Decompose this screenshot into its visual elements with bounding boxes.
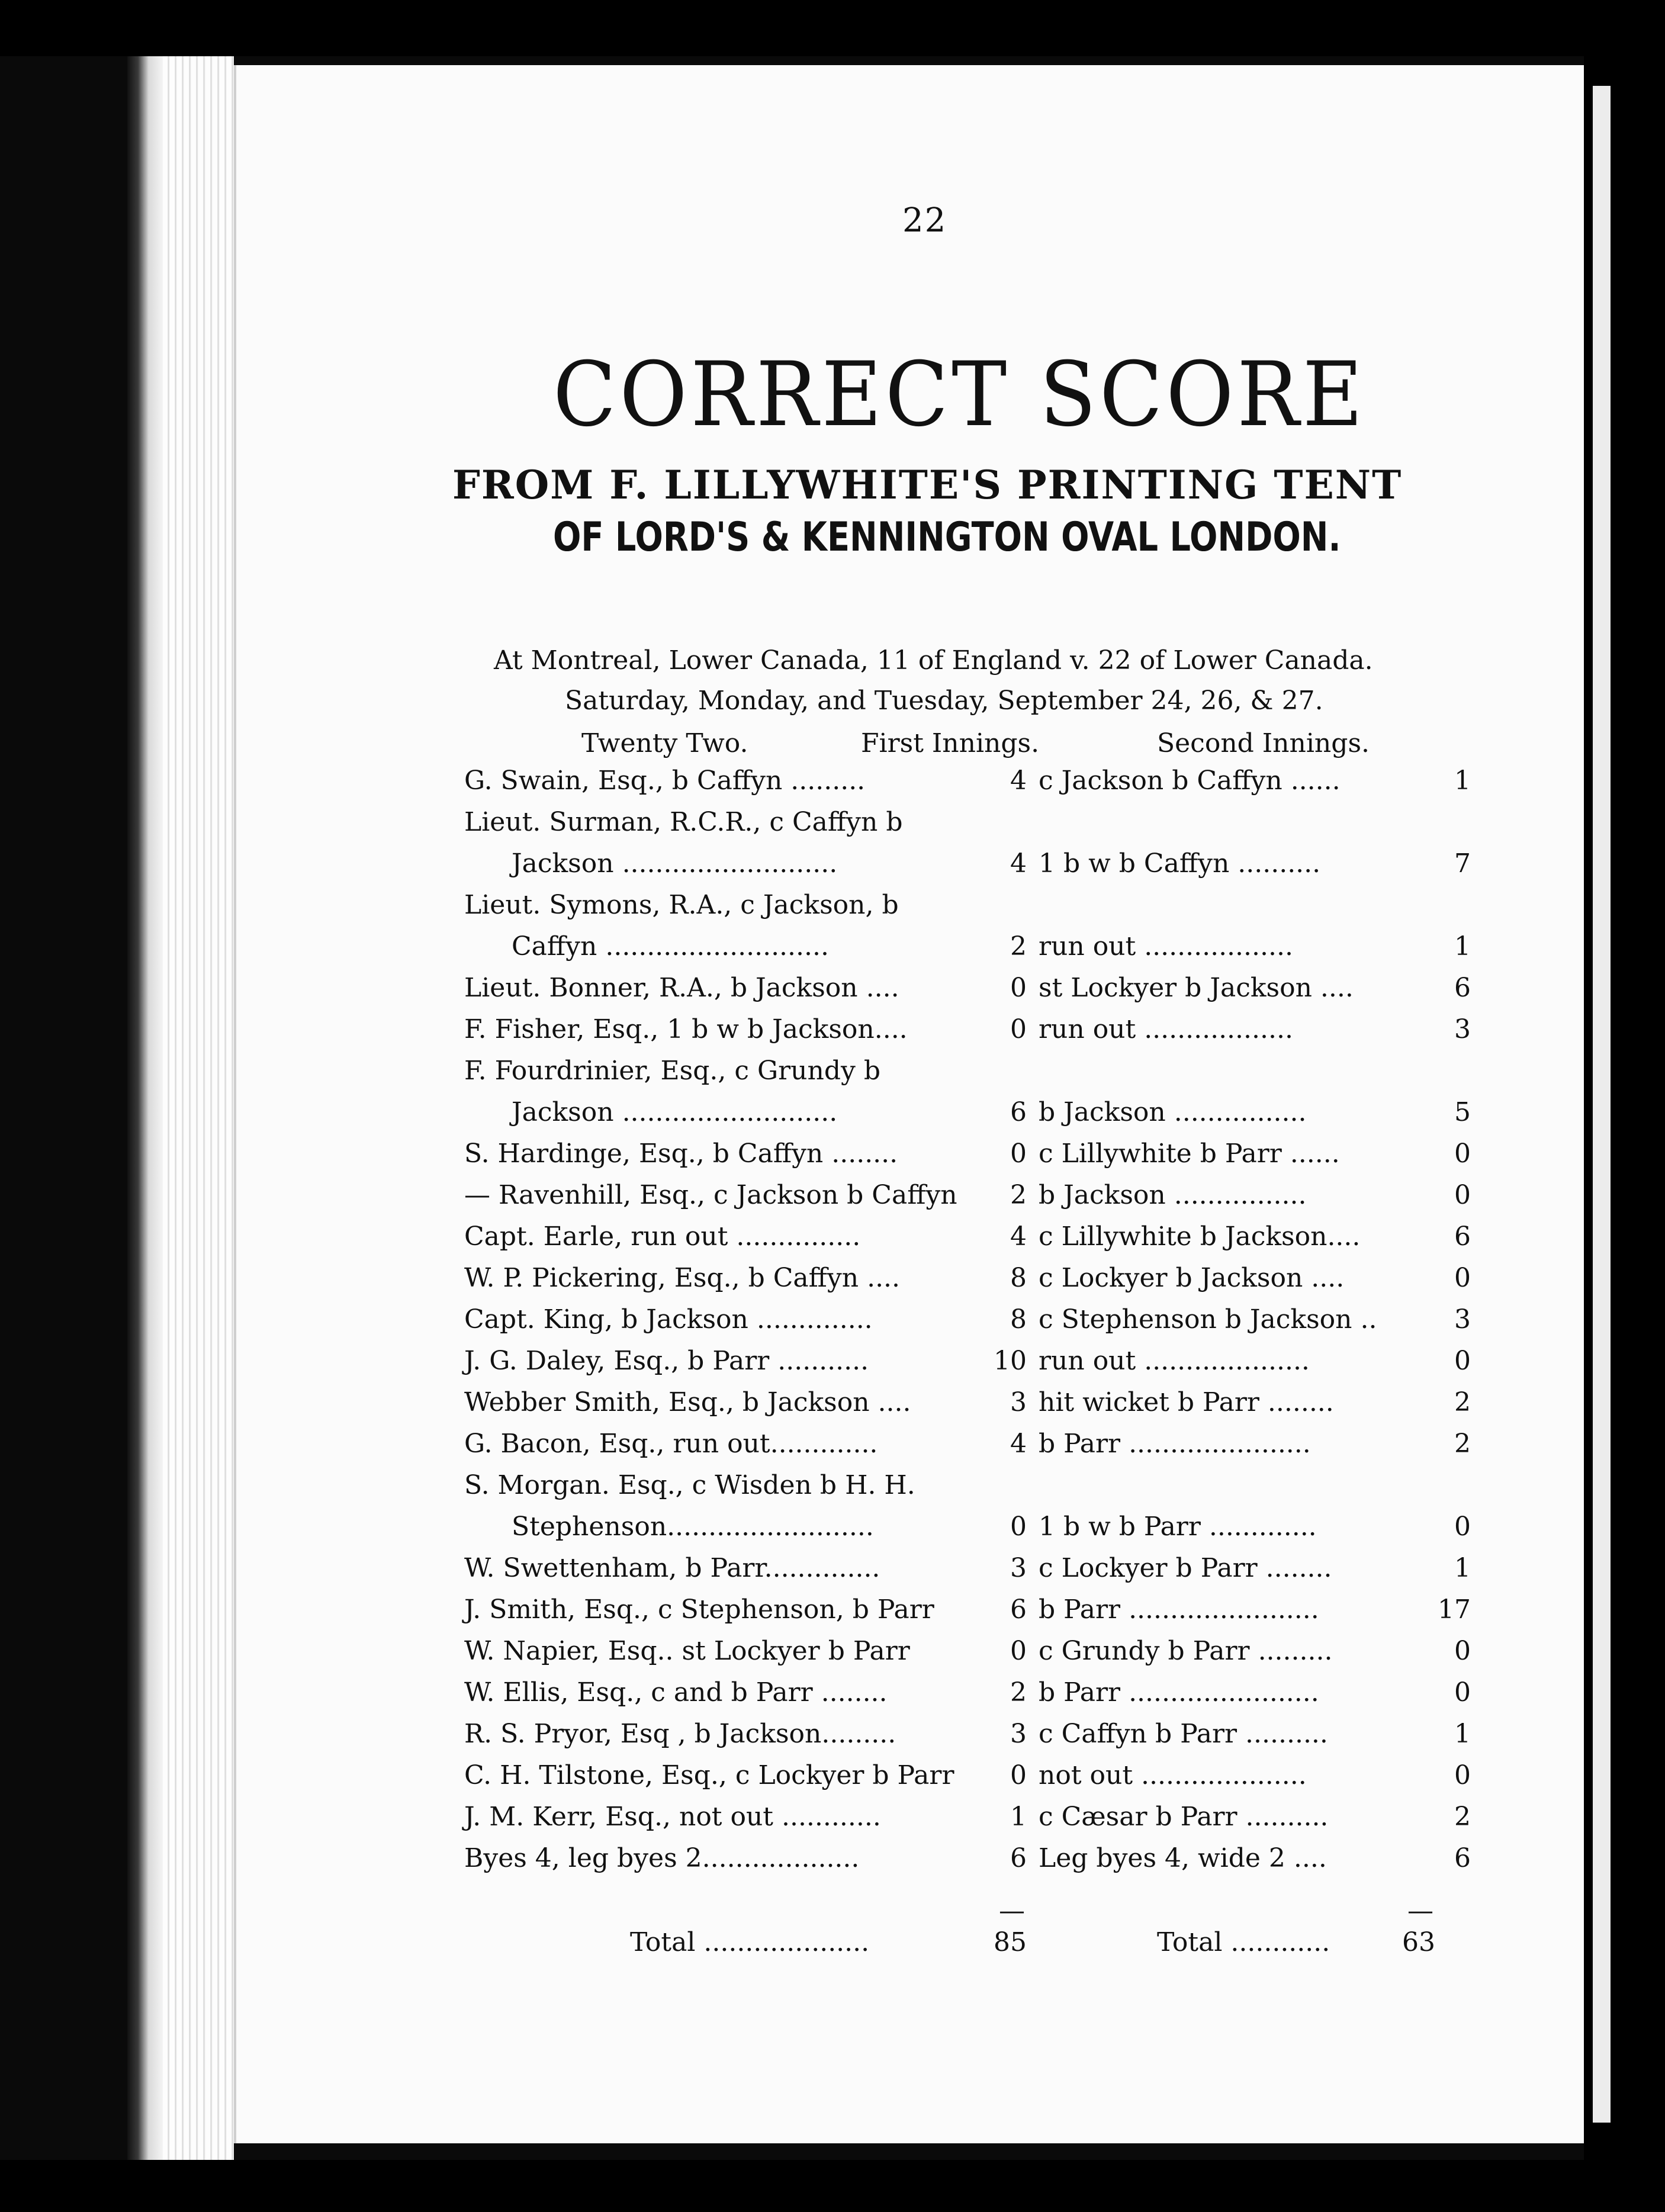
score-row [464,1424,1471,1465]
batsman-dismissal: J. M. Kerr, Esq., not out ............ [464,1802,881,1832]
second-innings-dismissal: c Lockyer b Jackson .... [1039,1263,1345,1293]
first-innings-runs: 4 [1010,1221,1027,1252]
first-innings-runs: 2 [1010,1677,1027,1708]
second-innings-runs: 2 [1454,1387,1471,1417]
score-row [464,1838,1471,1880]
batsman-dismissal: F. Fourdrinier, Esq., c Grundy b [464,1056,881,1086]
batsman-dismissal: F. Fisher, Esq., 1 b w b Jackson.... [464,1014,908,1044]
score-row [464,1465,1471,1507]
batsman-dismissal: G. Bacon, Esq., run out............. [464,1429,878,1459]
batsman-dismissal: S. Hardinge, Esq., b Caffyn ........ [464,1139,898,1169]
first-innings-runs: 2 [1010,931,1027,962]
batsman-dismissal: J. Smith, Esq., c Stephenson, b Parr [464,1594,934,1625]
score-row [464,1258,1471,1300]
batsman-dismissal: Capt. Earle, run out ............... [464,1221,861,1252]
score-row [464,1300,1471,1341]
subtitle-line-2: OF LORD'S & KENNINGTON OVAL LONDON. [553,514,1341,561]
second-innings-dismissal: run out .................. [1039,1014,1293,1044]
first-innings-runs: 10 [994,1346,1027,1376]
book-spine [127,56,163,2160]
score-row [464,1756,1471,1797]
second-innings-dismissal: c Lillywhite b Parr ...... [1039,1139,1340,1169]
first-innings-runs: 0 [1010,1139,1027,1169]
score-row [464,1507,1471,1548]
score-table [464,761,1471,1880]
first-innings-runs: 1 [1010,1802,1027,1832]
second-innings-dismissal: Leg byes 4, wide 2 .... [1039,1843,1327,1873]
second-innings-runs: 6 [1454,1843,1471,1873]
second-innings-runs: 2 [1454,1802,1471,1832]
second-innings-dismissal: not out .................... [1039,1760,1307,1790]
second-innings-runs: 3 [1454,1014,1471,1044]
second-innings-dismissal: c Grundy b Parr ......... [1039,1636,1333,1666]
second-innings-runs: 3 [1454,1304,1471,1335]
batsman-dismissal: R. S. Pryor, Esq , b Jackson......... [464,1719,896,1749]
batsman-dismissal: Stephenson......................... [512,1512,874,1542]
score-row [464,968,1471,1009]
first-innings-runs: 0 [1010,1636,1027,1666]
header-team: Twenty Two. [581,728,748,758]
second-innings-runs: 1 [1454,931,1471,962]
second-innings-runs: 5 [1454,1097,1471,1127]
second-innings-dismissal: b Parr ...................... [1039,1429,1311,1459]
second-innings-dismissal: c Jackson b Caffyn ...... [1039,766,1341,796]
score-row [464,885,1471,927]
second-innings-dismissal: run out .................... [1039,1346,1310,1376]
score-row [464,761,1471,802]
batsman-dismissal: Webber Smith, Esq., b Jackson .... [464,1387,911,1417]
second-innings-runs: 2 [1454,1429,1471,1459]
second-innings-runs: 0 [1454,1636,1471,1666]
second-innings-dismissal: c Lillywhite b Jackson.... [1039,1221,1361,1252]
batsman-dismissal: Capt. King, b Jackson .............. [464,1304,873,1335]
score-row [464,1092,1471,1134]
first-innings-runs: 0 [1010,1512,1027,1542]
first-innings-runs: 8 [1010,1263,1027,1293]
second-innings-dismissal: 1 b w b Parr ............. [1039,1512,1317,1542]
score-row [464,1217,1471,1258]
first-innings-runs: 3 [1010,1553,1027,1583]
score-row [464,1714,1471,1756]
second-innings-runs: 1 [1454,1719,1471,1749]
batsman-dismissal: Lieut. Surman, R.C.R., c Caffyn b [464,807,903,837]
match-description: At Montreal, Lower Canada, 11 of England v. 22 of Lower Canada. [494,645,1373,676]
second-innings-runs: 7 [1454,848,1471,879]
first-innings-runs: 0 [1010,1760,1027,1790]
total-rule-first: — [999,1896,1025,1926]
batsman-dismissal: W. Swettenham, b Parr.............. [464,1553,880,1583]
scan-border-top [0,0,1665,56]
second-innings-runs: 6 [1454,973,1471,1003]
book-page [234,65,1586,2143]
batsman-dismissal: G. Swain, Esq., b Caffyn ......... [464,766,866,796]
score-row [464,802,1471,844]
batsman-dismissal: S. Morgan. Esq., c Wisden b H. H. [464,1470,915,1500]
first-innings-runs: 6 [1010,1843,1027,1873]
score-row [464,1009,1471,1051]
batsman-dismissal: W. Napier, Esq.. st Lockyer b Parr [464,1636,910,1666]
total-rule-second: — [1407,1896,1433,1926]
subtitle-line-1: FROM F. LILLYWHITE'S PRINTING TENT [452,462,1403,508]
second-innings-dismissal: b Parr ....................... [1039,1594,1319,1625]
second-innings-dismissal: st Lockyer b Jackson .... [1039,973,1354,1003]
match-dates: Saturday, Monday, and Tuesday, September 24, 26, & 27. [565,686,1323,716]
second-innings-runs: 0 [1454,1512,1471,1542]
first-innings-runs: 0 [1010,973,1027,1003]
score-row [464,1382,1471,1424]
batsman-dismissal: Lieut. Bonner, R.A., b Jackson .... [464,973,899,1003]
first-innings-runs: 3 [1010,1719,1027,1749]
total-label-first: Total .................... [630,1927,870,1957]
first-innings-runs: 3 [1010,1387,1027,1417]
second-innings-runs: 0 [1454,1263,1471,1293]
score-row [464,1673,1471,1714]
score-row [464,1797,1471,1838]
first-innings-runs: 6 [1010,1594,1027,1625]
batsman-dismissal: Jackson .......................... [512,848,838,879]
second-innings-dismissal: c Caffyn b Parr .......... [1039,1719,1328,1749]
total-value-second: 63 [1402,1927,1435,1957]
score-row [464,1631,1471,1673]
second-innings-dismissal: b Jackson ................ [1039,1097,1307,1127]
second-innings-dismissal: c Lockyer b Parr ........ [1039,1553,1332,1583]
second-innings-runs: 0 [1454,1139,1471,1169]
second-innings-runs: 1 [1454,1553,1471,1583]
page-title: CORRECT SCORE [553,343,1367,446]
page-number: 22 [902,201,947,240]
header-second-innings: Second Innings. [1157,728,1370,758]
second-innings-runs: 17 [1438,1594,1471,1625]
first-innings-runs: 4 [1010,1429,1027,1459]
first-innings-runs: 2 [1010,1180,1027,1210]
next-page-edge [1584,56,1665,2160]
scan-border-bottom [0,2160,1665,2212]
batsman-dismissal: J. G. Daley, Esq., b Parr ........... [464,1346,869,1376]
batsman-dismissal: — Ravenhill, Esq., c Jackson b Caffyn [464,1180,957,1210]
score-row [464,1590,1471,1631]
second-innings-runs: 1 [1454,766,1471,796]
score-row [464,1175,1471,1217]
second-innings-dismissal: run out .................. [1039,931,1293,962]
first-innings-runs: 8 [1010,1304,1027,1335]
batsman-dismissal: Caffyn ........................... [512,931,829,962]
batsman-dismissal: Lieut. Symons, R.A., c Jackson, b [464,890,899,920]
batsman-dismissal: Byes 4, leg byes 2................... [464,1843,860,1873]
second-innings-runs: 0 [1454,1677,1471,1708]
header-first-innings: First Innings. [861,728,1040,758]
batsman-dismissal: W. P. Pickering, Esq., b Caffyn .... [464,1263,901,1293]
second-innings-runs: 6 [1454,1221,1471,1252]
second-innings-runs: 0 [1454,1180,1471,1210]
first-innings-runs: 4 [1010,766,1027,796]
first-innings-runs: 0 [1010,1014,1027,1044]
second-innings-dismissal: c Cæsar b Parr .......... [1039,1802,1329,1832]
second-innings-runs: 0 [1454,1346,1471,1376]
score-row [464,1051,1471,1092]
score-row [464,1134,1471,1175]
second-innings-dismissal: c Stephenson b Jackson .. [1039,1304,1377,1335]
second-innings-dismissal: 1 b w b Caffyn .......... [1039,848,1321,879]
score-row [464,1341,1471,1382]
second-innings-dismissal: b Jackson ................ [1039,1180,1307,1210]
total-value-first: 85 [994,1927,1027,1957]
second-innings-dismissal: b Parr ....................... [1039,1677,1319,1708]
total-label-second: Total ............ [1157,1927,1330,1957]
first-innings-runs: 6 [1010,1097,1027,1127]
second-innings-dismissal: hit wicket b Parr ........ [1039,1387,1334,1417]
batsman-dismissal: Jackson .......................... [512,1097,838,1127]
first-innings-runs: 4 [1010,848,1027,879]
page-edges [163,56,234,2160]
score-row [464,927,1471,968]
batsman-dismissal: W. Ellis, Esq., c and b Parr ........ [464,1677,888,1708]
batsman-dismissal: C. H. Tilstone, Esq., c Lockyer b Parr [464,1760,954,1790]
second-innings-runs: 0 [1454,1760,1471,1790]
score-row [464,1548,1471,1590]
score-row [464,844,1471,885]
